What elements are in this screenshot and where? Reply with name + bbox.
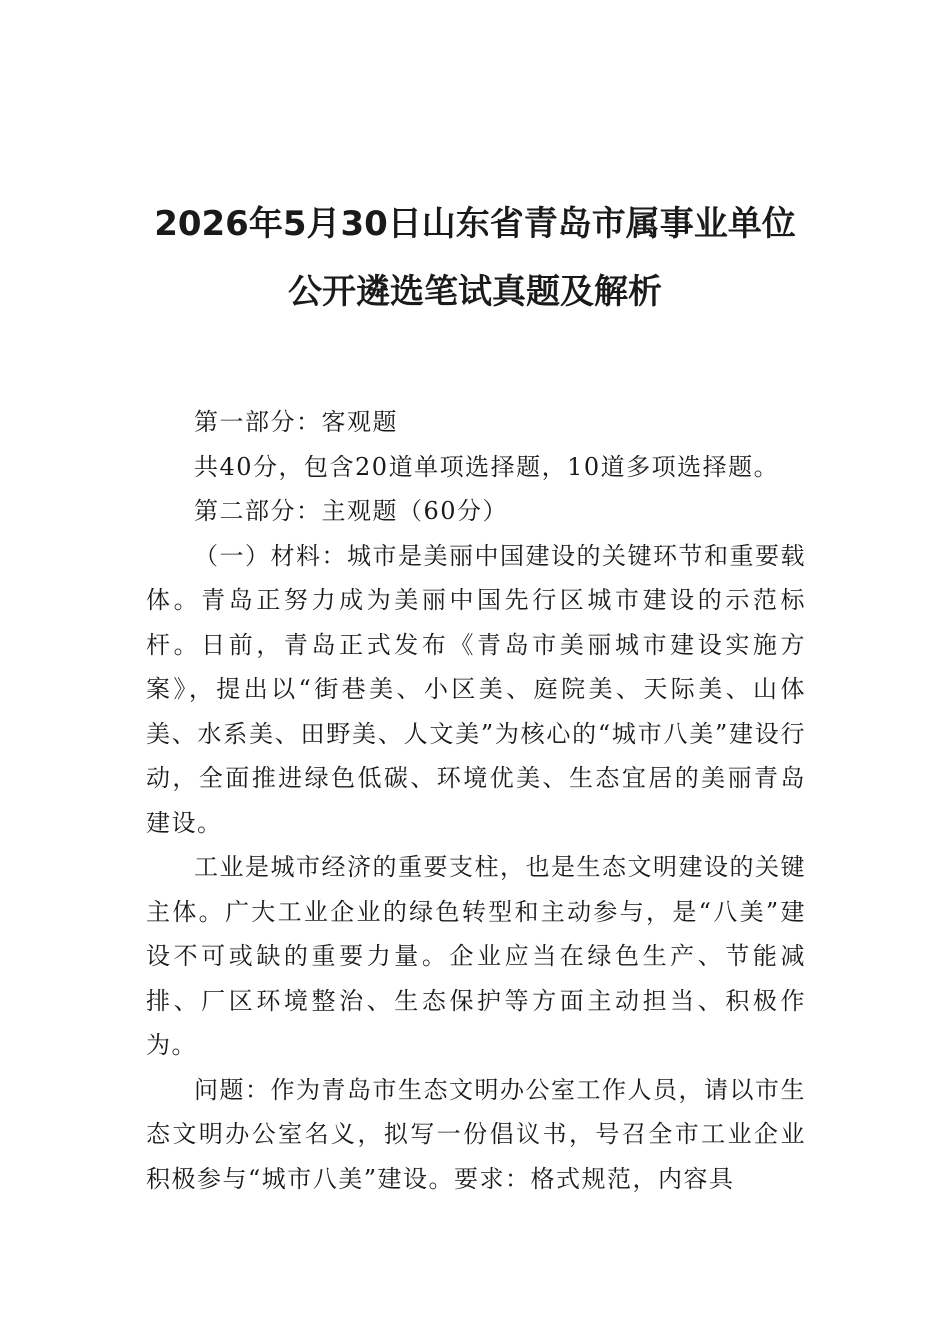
section-heading-subjective: 第二部分：主观题（60分） (194, 497, 509, 525)
material-paragraph-2: 工业是城市经济的重要支柱，也是生态文明建设的关键主体。广大工业企业的绿色转型和主动参与，是“八美”建设不可或缺的重要力量。企业应当在绿色生产、节能减排、厂区环境整治、生态保护等方面主动担当、积极作为。 (146, 853, 806, 1059)
document-title-line-2: 公开遴选笔试真题及解析 (288, 272, 662, 312)
material-paragraph-1: （一）材料：城市是美丽中国建设的关键环节和重要载体。青岛正努力成为美丽中国先行区城市建设的示范标杆。日前，青岛正式发布《青岛市美丽城市建设实施方案》，提出以“街巷美、小区美、庭院美、天际美、山体美、水系美、田野美、人文美”为核心的“城市八美”建设行动，全面推进绿色低碳、环境优美、生态宜居的美丽青岛建设。 (146, 541, 806, 837)
section-heading-objective: 第一部分：客观题 (194, 408, 398, 436)
question-paragraph: 问题：作为青岛市生态文明办公室工作人员，请以市生态文明办公室名义，拟写一份倡议书，号召全市工业企业积极参与“城市八美”建设。要求：格式规范，内容具 (146, 1075, 806, 1193)
document-body (146, 400, 806, 1201)
objective-description: 共40分，包含20道单项选择题，10道多项选择题。 (194, 452, 780, 481)
document-title-line-1: 2026年5月30日山东省青岛市属事业单位 (154, 204, 796, 244)
